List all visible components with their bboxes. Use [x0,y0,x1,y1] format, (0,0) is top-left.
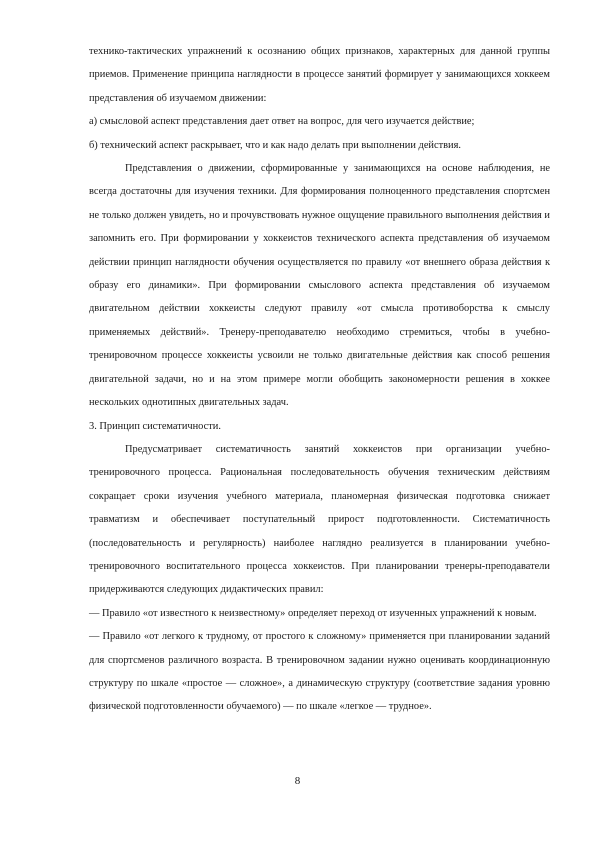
section-heading: 3. Принцип систематичности. [89,420,221,432]
page-number: 8 [294,775,301,787]
rule-known-unknown: — Правило «от известного к неизвестному» определяет переход от изученных упражнений к новым. [89,607,537,619]
body-text [89,40,550,719]
paragraph-representations: Представления о движении, сформированные у занимающихся на основе наблюдения, не всегда достаточны для изучения техники. Для формирования полноценного представления спортсмен не только должен увидеть, но и прочувствовать нужное ощущение правильного выполнения действия и запомнить его. При формировании у хоккеистов технического аспекта представления об изучаемом действии принцип наглядности обучения осуществляется по правилу «от внешнего образа действия к образу его динамики». При формировании смыслового аспекта представления об изучаемом двигательном действии хоккеисты следуют правилу «от смысла противоборства к смыслу применяемых действий». Тренеру-преподавателю необходимо стремиться, чтобы в учебно-тренировочном процессе хоккеисты усвоили не только двигательные действия как способ решения двигательной задачи, но и на этом примере могли обобщить закономерности решения в хоккее нескольких однотипных двигательных задач. [89,163,550,409]
paragraph-continuation: технико-тактических упражнений к осознанию общих признаков, характерных для данной группы приемов. Применение принципа наглядности в процессе занятий формирует у занимающихся хоккеем представления об изучаемом движении: [89,46,550,104]
list-item-a: а) смысловой аспект представления дает ответ на вопрос, для чего изучается действие; [89,116,475,128]
paragraph-systematicity: Предусматривает систематичность занятий хоккеистов при организации учебно-тренировочного процесса. Рациональная последовательность обучения техническим действиям сокращает сроки изучения учебного материала, планомерная физическая подготовка снижает травматизм и обеспечивает поступательный прирост подготовленности. Систематичность (последовательность и регулярность) наиболее наглядно реализуется в планировании учебно-тренировочного воспитательного процесса хоккеистов. При планировании тренеры-преподаватели придерживаются следующих дидактических правил: [89,443,550,596]
rule-easy-hard: — Правило «от легкого к трудному, от простого к сложному» применяется при планировании заданий для спортсменов различного возраста. В тренировочном задании нужно оценивать координационную структуру по шкале «простое — сложное», а динамическую структуру (соответствие задания уровню физической подготовленности обучаемого) — по шкале «легкое — трудное». [89,631,550,713]
list-item-b: б) технический аспект раскрывает, что и как надо делать при выполнении действия. [89,139,461,151]
